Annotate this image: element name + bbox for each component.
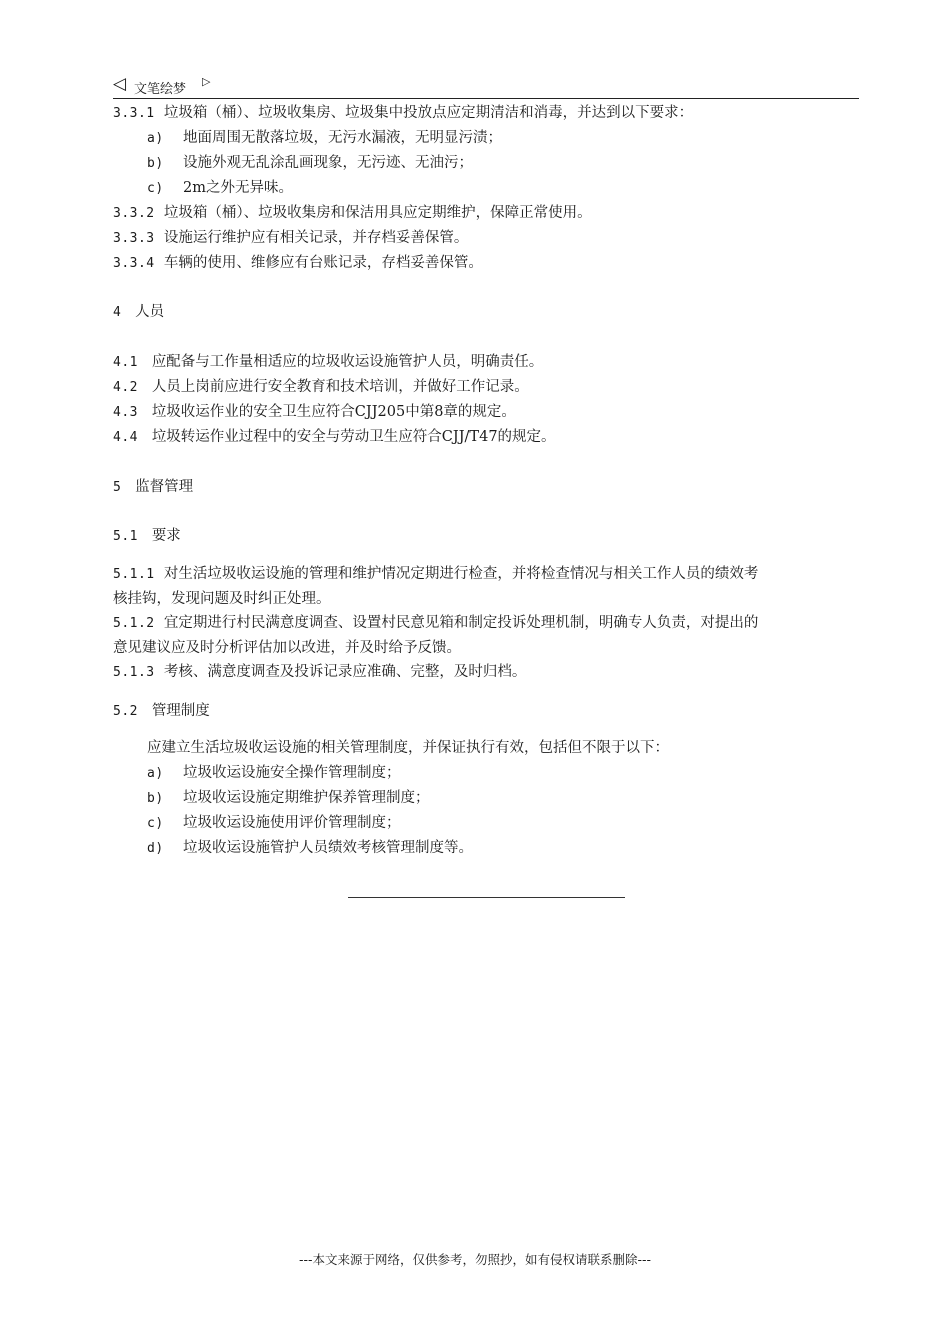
list-item: c) 垃圾收运设施使用评价管理制度； xyxy=(147,815,401,831)
clause-3-3-2: 3.3.2 垃圾箱（桶）、垃圾收集房和保洁用具应定期维护，保障正常使用。 xyxy=(113,205,592,221)
page-header xyxy=(113,74,859,99)
clause-3-3-4: 3.3.4 车辆的使用、维修应有台账记录，存档妥善保管。 xyxy=(113,255,483,271)
header-brand: 文笔绘梦 xyxy=(134,82,187,97)
list-item: a) 垃圾收运设施安全操作管理制度； xyxy=(147,765,401,781)
right-triangle-icon: ▷ xyxy=(202,75,211,88)
list-item: b) 垃圾收运设施定期维护保养管理制度； xyxy=(147,790,430,806)
section-5-heading: 5 监督管理 xyxy=(113,479,194,495)
end-of-document-rule xyxy=(348,897,625,898)
subsection-5-1-heading: 5.1 要求 xyxy=(113,528,181,544)
subsection-5-2-intro: 应建立生活垃圾收运设施的相关管理制度，并保证执行有效，包括但不限于以下： xyxy=(147,740,669,756)
list-item: a) 地面周围无散落垃圾，无污水漏液，无明显污渍； xyxy=(147,130,502,146)
list-item: d) 垃圾收运设施管护人员绩效考核管理制度等。 xyxy=(147,840,473,856)
clause-4-1: 4.1 应配备与工作量相适应的垃圾收运设施管护人员，明确责任。 xyxy=(113,354,544,370)
page-footer: ---本文来源于网络，仅供参考，勿照抄，如有侵权请联系删除--- xyxy=(298,1252,652,1267)
clause-4-4: 4.4 垃圾转运作业过程中的安全与劳动卫生应符合CJJ/T47的规定。 xyxy=(113,429,556,445)
clause-3-3-1: 3.3.1 垃圾箱（桶）、垃圾收集房、垃圾集中投放点应定期清洁和消毒，并达到以下要求： xyxy=(113,105,694,121)
clause-3-3-3: 3.3.3 设施运行维护应有相关记录，并存档妥善保管。 xyxy=(113,230,469,246)
clause-5-1-1: 5.1.1 对生活垃圾收运设施的管理和维护情况定期进行检查，并将检查情况与相关工作人员的绩效考 核挂钩，发现问题及时纠正处理。 xyxy=(113,566,759,607)
list-item: b) 设施外观无乱涂乱画现象，无污迹、无油污； xyxy=(147,155,473,171)
clause-5-1-3: 5.1.3 考核、满意度调查及投诉记录应准确、完整，及时归档。 xyxy=(113,664,527,680)
list-item: c) 2m之外无异味。 xyxy=(147,180,293,196)
subsection-5-2-heading: 5.2 管理制度 xyxy=(113,703,210,719)
section-4-heading: 4 人员 xyxy=(113,304,165,320)
clause-5-1-2: 5.1.2 宜定期进行村民满意度调查、设置村民意见箱和制定投诉处理机制，明确专人负责，对提出的 意见建议应及时分析评估加以改进，并及时给予反馈。 xyxy=(113,615,759,656)
clause-4-2: 4.2 人员上岗前应进行安全教育和技术培训，并做好工作记录。 xyxy=(113,379,529,395)
left-triangle-icon: ◁ xyxy=(113,74,127,94)
clause-4-3: 4.3 垃圾收运作业的安全卫生应符合CJJ205中第8章的规定。 xyxy=(113,404,516,420)
